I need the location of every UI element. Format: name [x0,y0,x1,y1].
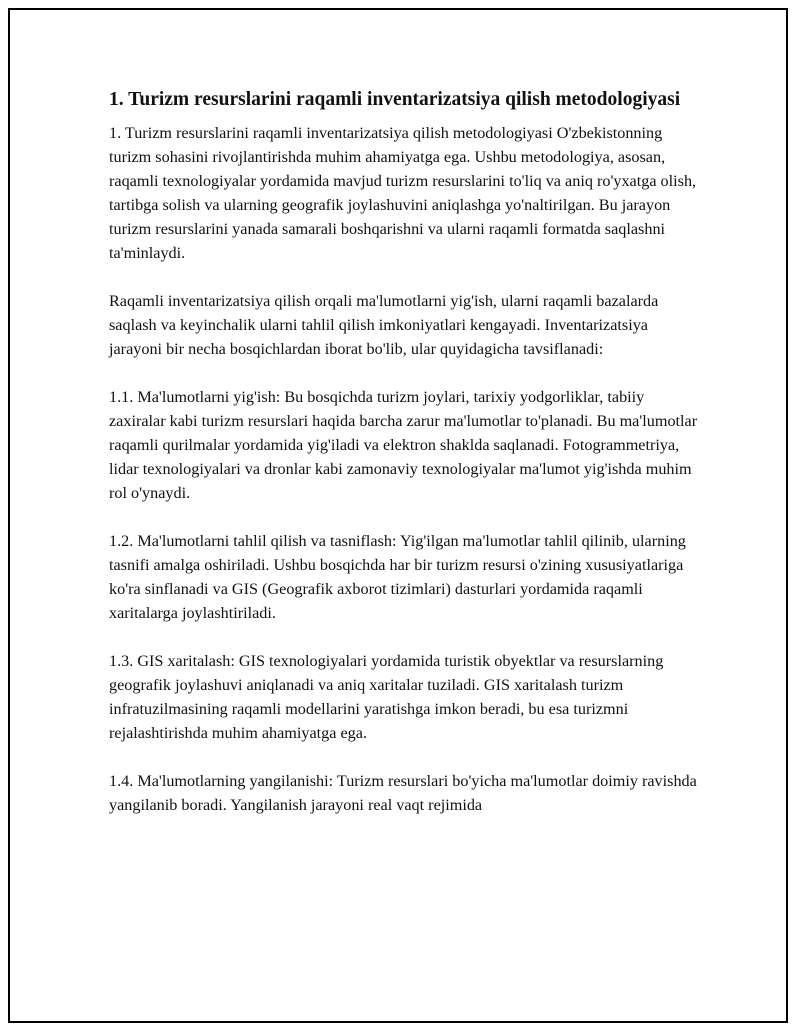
paragraph-data-collection: 1.1. Ma'lumotlarni yig'ish: Bu bosqichda turizm joylari, tarixiy yodgorliklar, tabiiy zaxiralar kabi turizm resurslari haqida barcha zarur ma'lumotlar to'planadi. Bu ma'lumotlar raqamli qurilmalar yordamida yig'iladi va elektron shaklda saqlanadi. Fotogrammetriya, lidar texnologiyalari va dronlar kabi zamonaviy texnologiyalar ma'lumot yig'ishda muhim rol o'ynaydi. [109,388,698,502]
document-title: 1. Turizm resurslarini raqamli inventarizatsiya qilish metodologiyasi [109,89,681,110]
document-content [109,86,699,841]
paragraph-gis-mapping: 1.3. GIS xaritalash: GIS texnologiyalari yordamida turistik obyektlar va resurslarning geografik joylashuvi aniqlanadi va aniq xaritalar tuziladi. GIS xaritalash turizm infratuzilmasining raqamli modellarini yaratishga imkon beradi, bu esa turizmni rejalashtirishda muhim ahamiyatga ega. [109,652,664,742]
paragraph-intro: 1. Turizm resurslarini raqamli inventarizatsiya qilish metodologiyasi O'zbekistonning turizm sohasini rivojlantirishda muhim ahamiyatga ega. Ushbu metodologiya, asosan, raqamli texnologiyalar yordamida mavjud turizm resurslarini to'liq va aniq ro'yxatga olish, tartibga solish va ularning geografik joylashuvini aniqlashga yo'naltirilgan. Bu jarayon turizm resurslarini yanada samarali boshqarishni va ularni raqamli formatda saqlashni ta'minlaydi. [109,124,697,262]
paragraph-data-updating: 1.4. Ma'lumotlarning yangilanishi: Turizm resurslari bo'yicha ma'lumotlar doimiy ravishda yangilanib boradi. Yangilanish jarayoni real vaqt rejimida [109,772,697,814]
paragraph-inventory-stages: Raqamli inventarizatsiya qilish orqali ma'lumotlarni yig'ish, ularni raqamli bazalarda saqlash va keyinchalik ularni tahlil qilish imkoniyatlari kengayadi. Inventarizatsiya jarayoni bir necha bosqichlardan iborat bo'lib, ular quyidagicha tavsiflanadi: [109,292,659,358]
paragraph-analysis-classification: 1.2. Ma'lumotlarni tahlil qilish va tasniflash: Yig'ilgan ma'lumotlar tahlil qilinib, ularning tasnifi amalga oshiriladi. Ushbu bosqichda har bir turizm resursi o'zining xususiyatlariga ko'ra sinflanadi va GIS (Geografik axborot tizimlari) dasturlari yordamida raqamli xaritalarga joylashtiriladi. [109,532,686,622]
